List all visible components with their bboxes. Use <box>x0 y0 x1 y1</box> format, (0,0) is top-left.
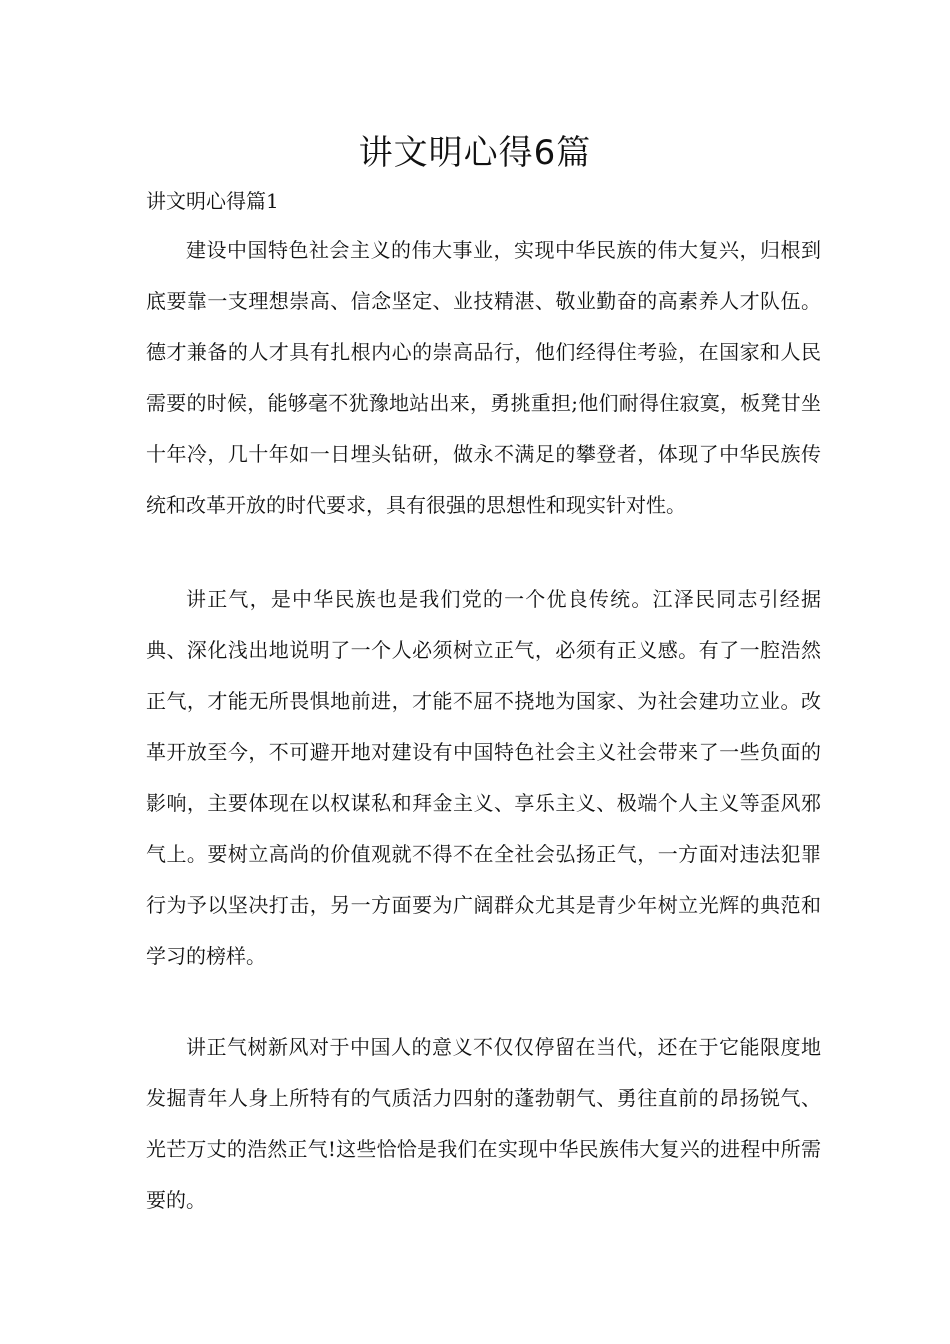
paragraph-1: 建设中国特色社会主义的伟大事业，实现中华民族的伟大复兴，归根到底要靠一支理想崇高、信念坚定、业技精湛、敬业勤奋的高素养人才队伍。德才兼备的人才具有扎根内心的崇高品行，他们经得住考验，在国家和人民需要的时候，能够毫不犹豫地站出来，勇挑重担;他们耐得住寂寞，板凳甘坐十年冷，几十年如一日埋头钻研，做永不满足的攀登者，体现了中华民族传统和改革开放的时代要求，具有很强的思想性和现实针对性。 <box>146 238 821 517</box>
section-heading: 讲文明心得篇1 <box>146 189 279 213</box>
document-title: 讲文明心得6篇 <box>358 133 592 173</box>
paragraph-3: 讲正气树新风对于中国人的意义不仅仅停留在当代，还在于它能限度地发掘青年人身上所特有的气质活力四射的蓬勃朝气、勇往直前的昂扬锐气、光芒万丈的浩然正气!这些恰恰是我们在实现中华民族伟大复兴的进程中所需要的。 <box>146 1035 821 1212</box>
paragraph-2: 讲正气，是中华民族也是我们党的一个优良传统。江泽民同志引经据典、深化浅出地说明了一个人必须树立正气，必须有正义感。有了一腔浩然正气，才能无所畏惧地前进，才能不屈不挠地为国家、为社会建功立业。改革开放至今，不可避开地对建设有中国特色社会主义社会带来了一些负面的影响，主要体现在以权谋私和拜金主义、享乐主义、极端个人主义等歪风邪气上。要树立高尚的价值观就不得不在全社会弘扬正气，一方面对违法犯罪行为予以坚决打击，另一方面要为广阔群众尤其是青少年树立光辉的典范和学习的榜样。 <box>146 587 821 968</box>
